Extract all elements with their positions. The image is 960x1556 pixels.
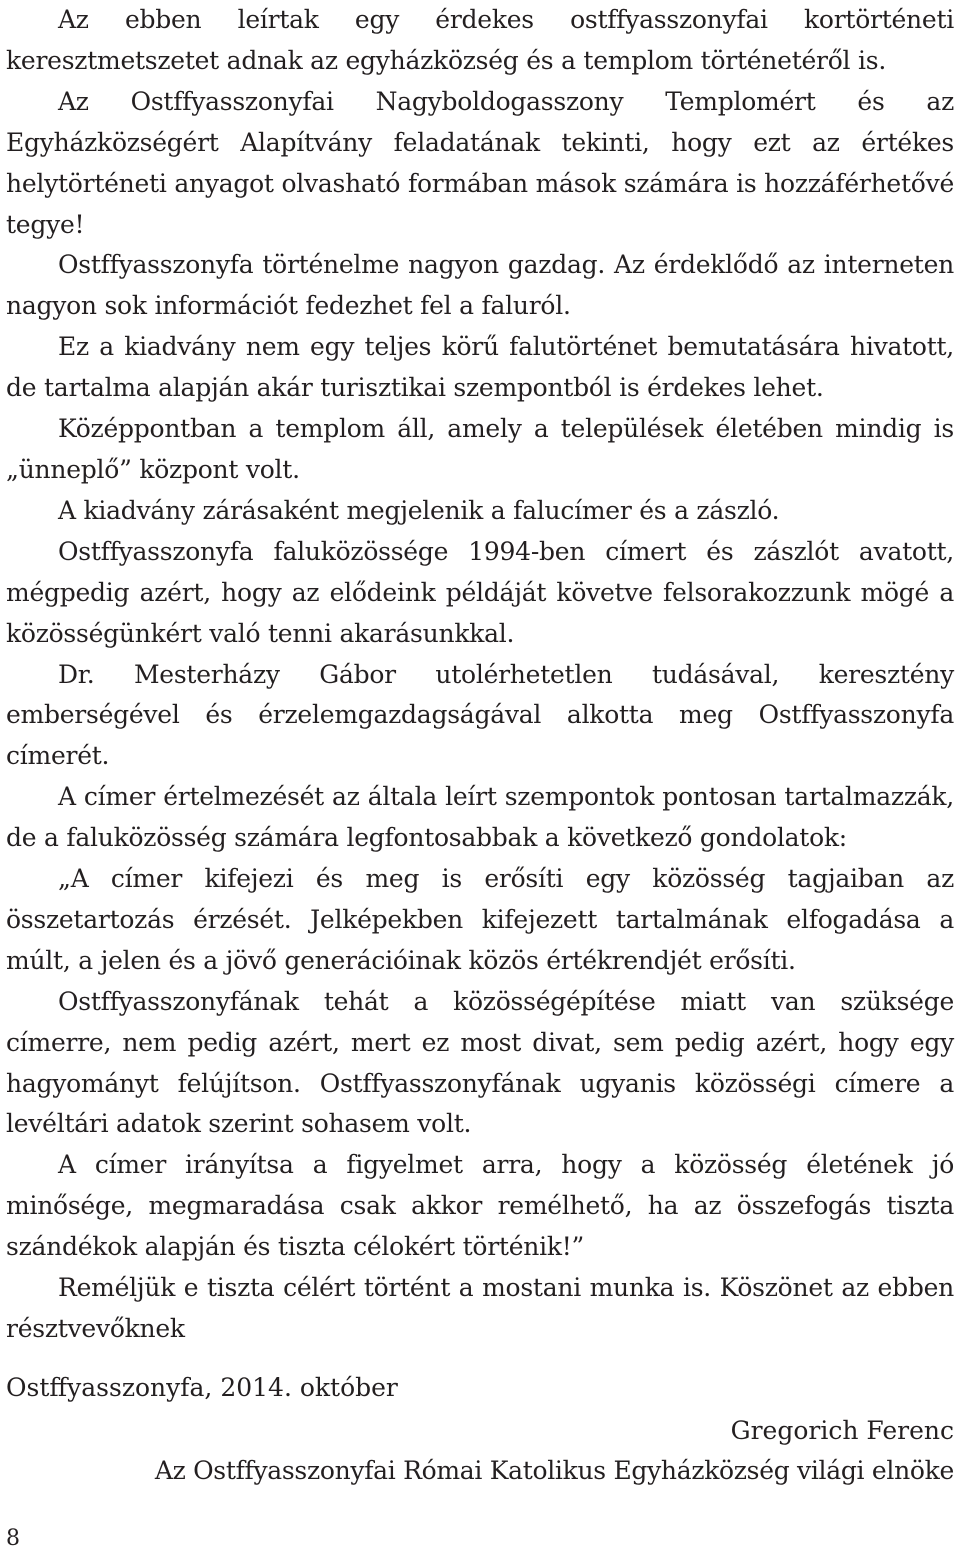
paragraph-intro: Az ebben leírtak egy érdekes ostffyasszonyfai kortörténeti keresztmetszetet adnak az egyházközség és a templom történetéről is. (6, 5, 954, 75)
paragraph-foundation: Az Ostffyasszonyfai Nagyboldogasszony Templomért és az Egyházközségért Alapítvány feladatának tekinti, hogy ezt az értékes helytörténeti anyagot olvasható formában mások számára is hozzáférhetővé tegye! (6, 86, 954, 239)
paragraph-mesterhazy: Dr. Mesterházy Gábor utolérhetetlen tudásával, keresztény emberségével és érzelemgazdagságával alkotta meg Ostffyasszonyfa címerét. (6, 659, 954, 771)
paragraph-1994: Ostffyasszonyfa faluközössége 1994-ben címert és zászlót avatott, mégpedig azért, hogy az elődeink példáját követve felsorakozzunk mögé a közösségünkért való tenni akarásunkkal. (6, 536, 954, 648)
paragraph-publication: Ez a kiadvány nem egy teljes körű falutörténet bemutatására hivatott, de tartalma alapján akár turisztikai szempontból is érdekes lehet. (6, 332, 954, 403)
paragraph-church: Középpontban a templom áll, amely a települések életében mindig is „ünneplő” központ volt. (6, 414, 954, 484)
page-number: 8 (6, 1526, 20, 1551)
signer-name: Gregorich Ferenc (730, 1416, 954, 1445)
signer-title: Az Ostffyasszonyfai Római Katolikus Egyházközség világi elnöke (154, 1456, 954, 1485)
paragraph-interpretation: A címer értelmezését az általa leírt szempontok pontosan tartalmazzák, de a faluközösség számára legfontosabbak a következő gondolatok: (6, 782, 954, 853)
paragraph-quote-2: Ostffyasszonyfának tehát a közösségépítése miatt van szüksége címerre, nem pedig azért, mert ez most divat, sem pedig azért, hogy egy hagyományt felújítson. Ostffyasszonyfának ugyanis közösségi címere a levéltári adatok szerint sohasem volt. (6, 986, 954, 1139)
paragraph-quote-1: „A címer kifejezi és meg is erősíti egy közösség tagjaiban az összetartozás érzését. Jelképekben kifejezett tartalmának elfogadása a múlt, a jelen és a jövő generációinak közös értékrendjét erősíti. (6, 864, 954, 975)
paragraph-coat-of-arms: A kiadvány zárásaként megjelenik a falucímer és a zászló. (58, 495, 780, 525)
paragraph-thanks: Reméljük e tiszta célért történt a mostani munka is. Köszönet az ebben résztvevőknek (6, 1273, 954, 1343)
paragraph-quote-3: A címer irányítsa a figyelmet arra, hogy a közösség életének jó minősége, megmaradása csak akkor remélhető, ha az összefogás tiszta szándékok alapján és tiszta célokért történik!” (6, 1150, 954, 1262)
paragraph-history: Ostffyasszonyfa történelme nagyon gazdag. Az érdeklődő az interneten nagyon sok információt fedezhet fel a faluról. (6, 250, 954, 321)
place-date: Ostffyasszonyfa, 2014. október (6, 1373, 398, 1402)
body-text (6, 0, 954, 1350)
